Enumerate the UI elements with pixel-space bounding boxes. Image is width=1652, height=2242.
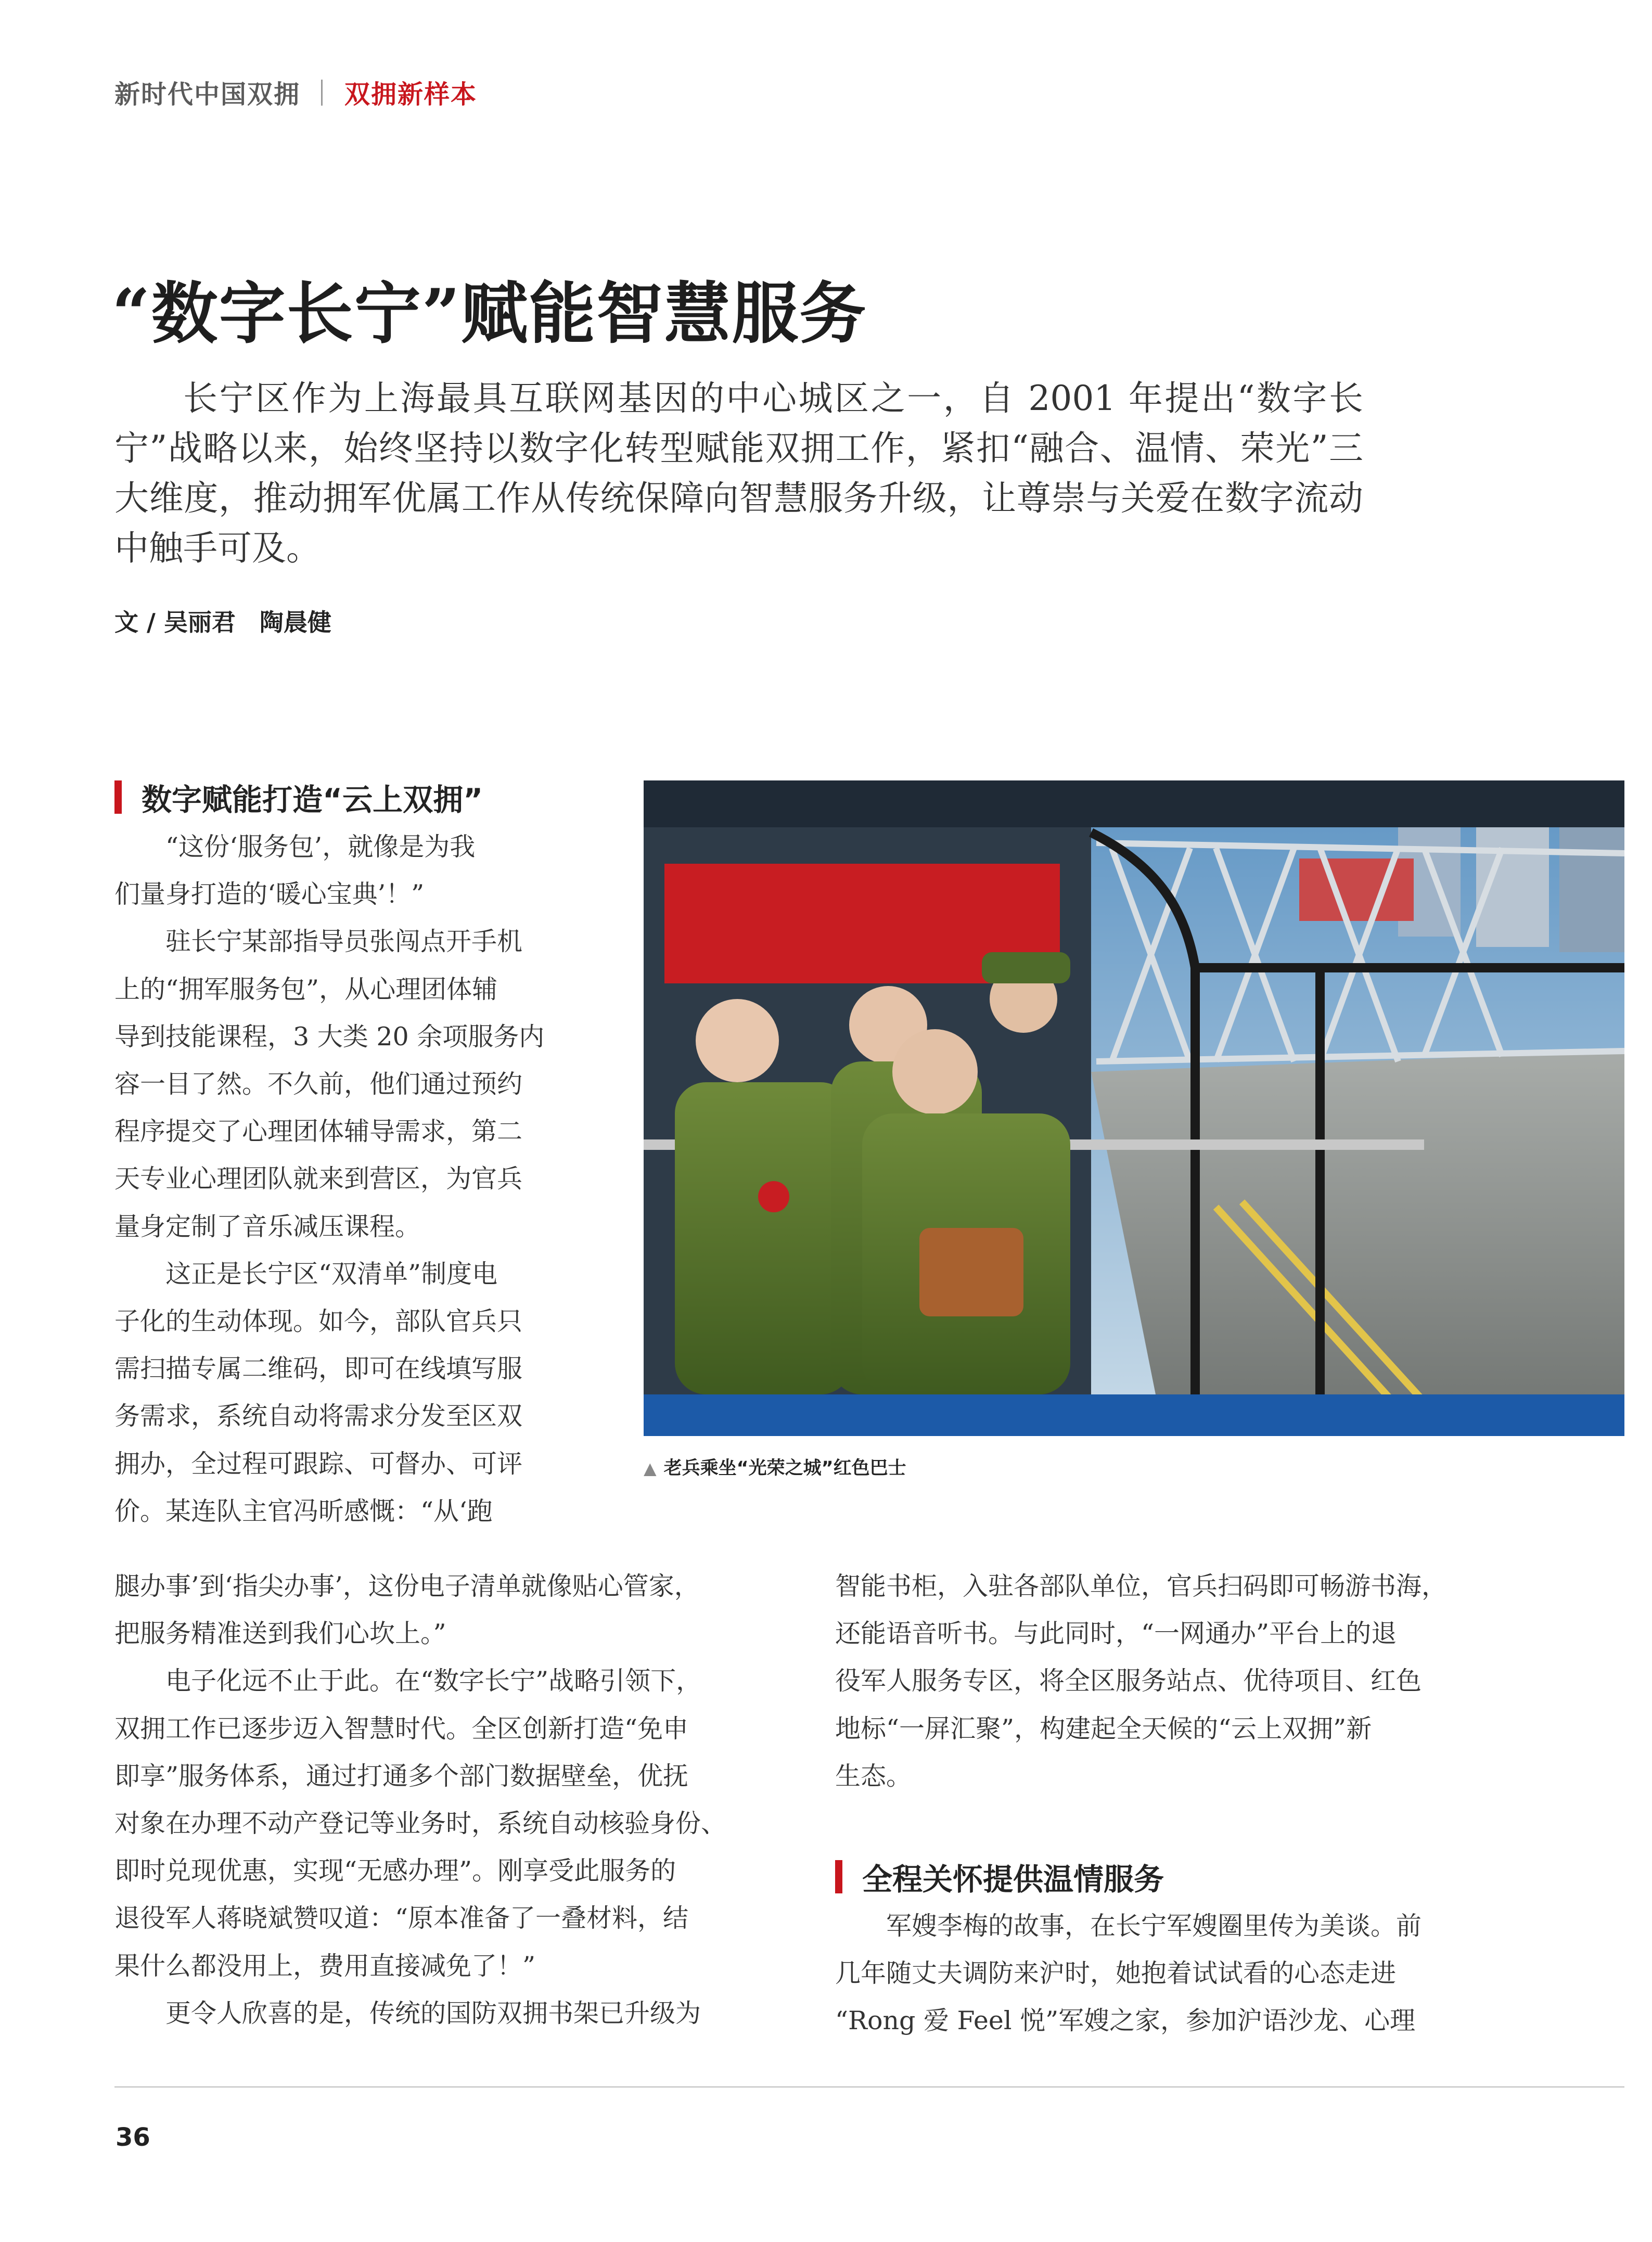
text-line: 价。某连队主官冯昕感慨：“从‘跑 [114, 1496, 493, 1526]
section-name: 新时代中国双拥 [114, 80, 301, 109]
text-line: 对象在办理不动产登记等业务时，系统自动核验身份、 [114, 1809, 727, 1839]
text-line: 导到技能课程，3 大类 20 余项服务内 [114, 1021, 545, 1052]
text-line: 双拥工作已逐步迈入智慧时代。全区创新打造“免申 [114, 1713, 689, 1744]
text-line: 们量身打造的‘暖心宝典’！” [114, 879, 425, 909]
text-column-right-top [835, 1562, 1480, 1800]
article-photo [644, 780, 1624, 1436]
header-divider [321, 80, 323, 106]
section-heading-care [835, 1855, 1164, 1899]
photo-caption [644, 1454, 906, 1480]
heading-marker [835, 1860, 842, 1893]
text-line: 生态。 [835, 1761, 912, 1791]
text-line: 量身定制了音乐减压课程。 [114, 1211, 421, 1241]
body-paragraph [114, 1562, 760, 1657]
text-line: 腿办事’到‘指尖办事’，这份电子清单就像贴心管家， [114, 1571, 700, 1601]
text-line: 军嫂李梅的故事，在长宁军嫂圈里传为美谈。前 [835, 1911, 1422, 1941]
text-line: 驻长宁某部指导员张闯点开手机 [114, 927, 523, 957]
lead-paragraph: 长宁区作为上海最具互联网基因的中心城区之一，自 2001 年提出“数字长宁”战略以来，始终坚持以数字化转型赋能双拥工作，紧扣“融合、温情、荣光”三大维度，推动拥军优属工作从传统保障向智慧服务升级，让尊崇与关爱在数字流动中触手可及。 [114, 378, 1363, 568]
bus-interior-illustration [644, 780, 1624, 1436]
text-line: 这正是长宁区“双清单”制度电 [114, 1259, 498, 1289]
body-paragraph [114, 1250, 572, 1535]
section-heading-text: 数字赋能打造“云上双拥” [142, 782, 483, 817]
text-column-right-bottom [835, 1902, 1480, 2045]
running-header [114, 72, 477, 113]
text-line: 容一目了然。不久前，他们通过预约 [114, 1069, 523, 1099]
text-line: 天专业心理团队就来到营区，为官兵 [114, 1164, 523, 1194]
text-line: 即享”服务体系，通过打通多个部门数据壁垒，优抚 [114, 1761, 689, 1791]
page-number: 36 [116, 2123, 150, 2152]
text-line: 更令人欣喜的是，传统的国防双拥书架已升级为 [114, 1998, 701, 2028]
caption-text: 老兵乘坐“光荣之城”红色巴士 [663, 1458, 906, 1479]
text-column-left-bottom [114, 1562, 760, 2037]
text-line: 还能语音听书。与此同时，“一网通办”平台上的退 [835, 1619, 1397, 1649]
text-line: 果什么都没用上，费用直接减免了！” [114, 1951, 536, 1981]
footer-rule [114, 2086, 1624, 2087]
text-line: 把服务精准送到我们心坎上。” [114, 1619, 446, 1649]
column-name: 双拥新样本 [344, 80, 478, 109]
text-line: 地标“一屏汇聚”，构建起全天候的“云上双拥”新 [835, 1713, 1372, 1744]
text-line: 需扫描专属二维码，即可在线填写服 [114, 1354, 523, 1384]
text-column-left-top [114, 823, 572, 1535]
text-line: 务需求，系统自动将需求分发至区双 [114, 1401, 523, 1431]
section-heading-digital [114, 775, 483, 819]
body-paragraph [114, 918, 572, 1250]
byline: 文 / 吴丽君 陶晨健 [114, 608, 331, 636]
text-line: 智能书柜，入驻各部队单位，官兵扫码即可畅游书海， [835, 1571, 1448, 1601]
heading-marker [114, 780, 122, 814]
body-paragraph [114, 1990, 760, 2037]
text-line: 几年随丈夫调防来沪时，她抱着试试看的心态走进 [835, 1958, 1397, 1989]
article-title: “数字长宁”赋能智慧服务 [112, 275, 867, 353]
caption-arrow-icon: ▲ [644, 1458, 657, 1478]
section-heading-text: 全程关怀提供温情服务 [862, 1862, 1164, 1897]
text-line: “Rong 爱 Feel 悦”军嫂之家，参加沪语沙龙、心理 [835, 2006, 1416, 2036]
body-paragraph [835, 1562, 1480, 1800]
body-paragraph [835, 1902, 1480, 2045]
article-lead [114, 374, 1363, 573]
body-paragraph [114, 1657, 760, 1989]
text-line: 役军人服务专区，将全区服务站点、优待项目、红色 [835, 1666, 1422, 1696]
text-line: 程序提交了心理团体辅导需求，第二 [114, 1117, 523, 1147]
text-line: 上的“拥军服务包”，从心理团体辅 [114, 974, 498, 1004]
text-line: 电子化远不止于此。在“数字长宁”战略引领下， [114, 1666, 702, 1696]
body-paragraph [114, 823, 572, 918]
text-line: 拥办，全过程可跟踪、可督办、可评 [114, 1449, 523, 1479]
text-line: 即时兑现优惠，实现“无感办理”。刚享受此服务的 [114, 1856, 676, 1886]
text-line: 子化的生动体现。如今，部队官兵只 [114, 1306, 523, 1337]
text-line: “这份‘服务包’，就像是为我 [114, 832, 476, 862]
text-line: 退役军人蒋晓斌赞叹道：“原本准备了一叠材料，结 [114, 1903, 689, 1933]
